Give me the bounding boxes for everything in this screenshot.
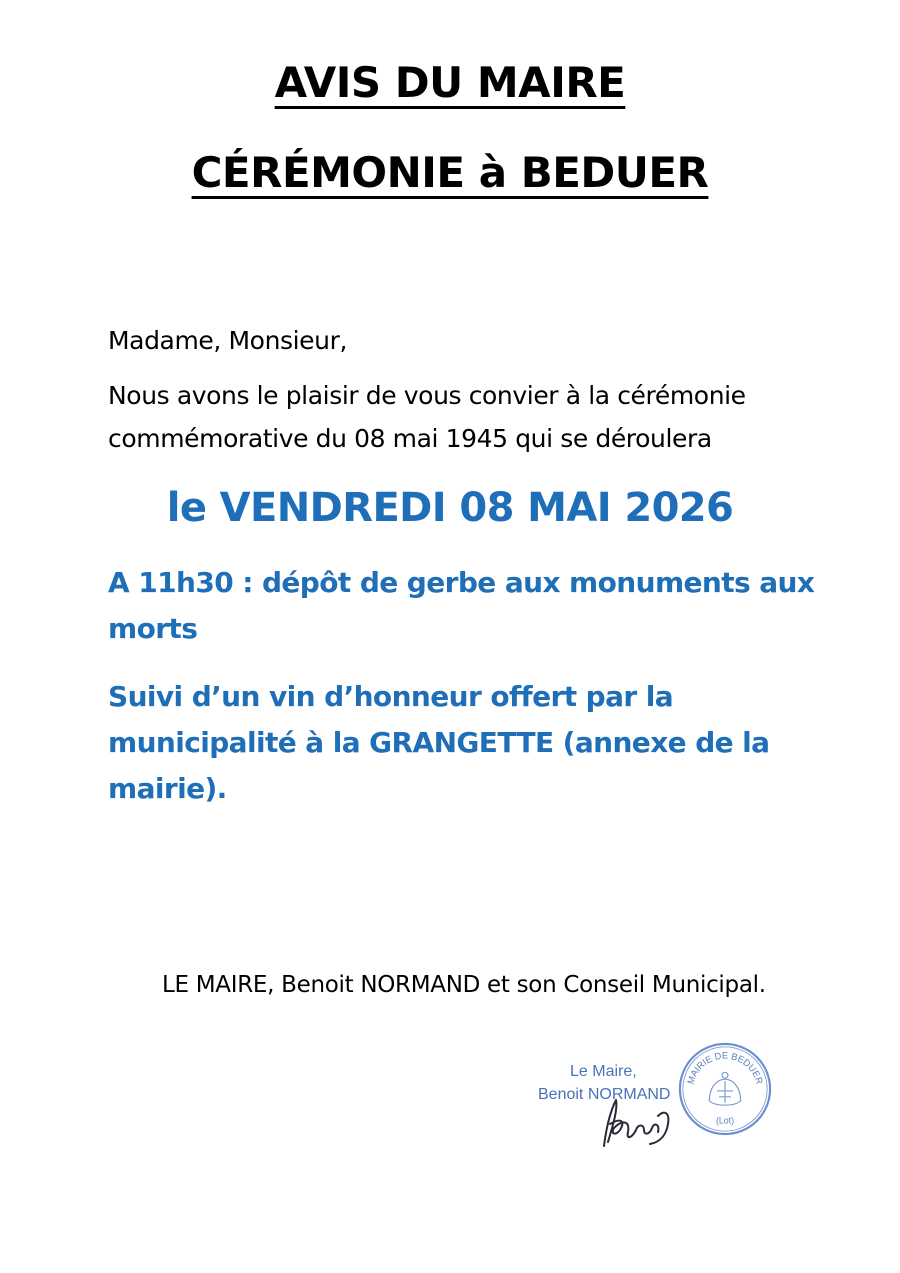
town-hall-seal	[676, 1040, 774, 1138]
seal-text-bottom: (Lot)	[715, 1115, 735, 1126]
title-line-1	[0, 58, 900, 107]
intro-line-2: commémorative du 08 mai 1945 qui se déroulera	[108, 424, 712, 453]
handwritten-signature	[590, 1090, 690, 1154]
stamp-name: Benoit NORMAND	[538, 1086, 671, 1103]
stamp-title: Le Maire,	[570, 1063, 637, 1080]
title-line-2	[0, 148, 900, 197]
event-reception: Suivi d’un vin d’honneur offert par la municipalité à la GRANGETTE (annexe de la mairie).	[108, 680, 770, 805]
title-line-1-text: AVIS DU MAIRE	[274, 58, 626, 107]
event-schedule: A 11h30 : dépôt de gerbe aux monuments aux morts	[108, 566, 815, 645]
title-line-2-text: CÉRÉMONIE à BEDUER	[191, 148, 709, 197]
intro-line-1: Nous avons le plaisir de vous convier à la cérémonie	[108, 381, 746, 410]
event-date: le VENDREDI 08 MAI 2026	[166, 485, 734, 531]
closing-signature-line: LE MAIRE, Benoit NORMAND et son Conseil Municipal.	[162, 972, 766, 998]
seal-text-top: MAIRIE DE BEDUER	[685, 1050, 765, 1086]
seal-emblem	[709, 1072, 740, 1105]
salutation: Madame, Monsieur,	[108, 326, 348, 355]
